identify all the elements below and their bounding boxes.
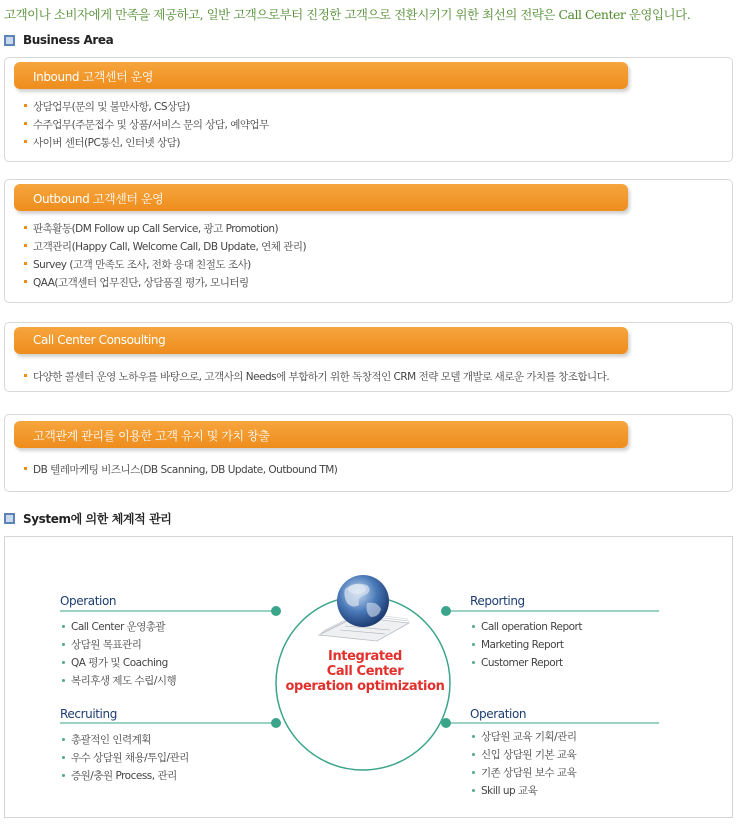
list-item: Call Center 운영총괄 [62, 618, 176, 636]
center-title [275, 649, 455, 694]
system-title: System에 의한 체계적 관리 [23, 511, 172, 526]
square-bullet-icon [4, 513, 15, 524]
list-item: 수주업무(주문접수 및 상품/서비스 문의 상담, 예약업무 [22, 116, 269, 134]
outbound-list [22, 220, 306, 292]
consulting-list [22, 368, 609, 386]
crm-title-bar [14, 421, 628, 448]
center-title-line: Integrated [328, 649, 402, 664]
crm-list [22, 461, 337, 479]
center-title-line: operation optimization [285, 679, 445, 694]
list-item: DB 텔레마케팅 비즈니스(DB Scanning, DB Update, Outbound TM) [22, 461, 337, 479]
list-item: 상담원 교육 기획/관리 [472, 728, 577, 746]
junction-dot [271, 606, 281, 616]
business-area-title: Business Area [23, 33, 114, 47]
globe-icon [337, 575, 389, 627]
list-item: 다양한 콜센터 운영 노하우를 바탕으로, 고객사의 Needs에 부합하기 위한 독창적인 CRM 전략 모델 개발로 새로운 가치를 창조합니다. [22, 368, 609, 386]
list-item: 증원/충원 Process, 관리 [62, 767, 189, 785]
system-diagram [4, 536, 733, 818]
consulting-title-bar [14, 327, 628, 354]
list-item: 상담원 목표관리 [62, 636, 176, 654]
list-item: QAA(고객센터 업무진단, 상담품질 평가, 모니터링 [22, 274, 306, 292]
list-item: Survey (고객 만족도 조사, 전화 응대 친절도 조사) [22, 256, 306, 274]
recruiting-panel-title: Recruiting [60, 707, 117, 721]
box-title: Inbound 고객센터 운영 [33, 70, 154, 84]
list-item: 기존 상담원 보수 교육 [472, 764, 577, 782]
list-item: 신입 상담원 기본 교육 [472, 746, 577, 764]
inbound-title-bar [14, 62, 628, 89]
recruiting-panel-list [62, 731, 189, 785]
list-item: 우수 상담원 채용/투입/관리 [62, 749, 189, 767]
business-area-heading [4, 32, 113, 48]
junction-dot [271, 718, 281, 728]
list-item: 상담업무(문의 및 불만사항, CS상담) [22, 98, 269, 116]
intro-text: 고객이나 소비자에게 만족을 제공하고, 일반 고객으로부터 진정한 고객으로 전환시키기 위한 최선의 전략은 Call Center 운영입니다. [4, 7, 691, 22]
junction-dot [441, 718, 451, 728]
list-item: Marketing Report [472, 636, 582, 654]
box-title: Call Center Consoulting [33, 333, 166, 347]
list-item: Skill up 교육 [472, 782, 577, 800]
list-item: Customer Report [472, 654, 582, 672]
list-item: 복리후생 제도 수립/시행 [62, 672, 176, 690]
operation-training-panel-title: Operation [470, 707, 527, 721]
square-bullet-icon [4, 35, 15, 46]
reporting-panel-list [472, 618, 582, 672]
list-item: 고객관리(Happy Call, Welcome Call, DB Update, 연체 관리) [22, 238, 306, 256]
center-title-line: Call Center [326, 664, 404, 679]
reporting-panel-title: Reporting [470, 594, 525, 608]
inbound-list [22, 98, 269, 152]
consulting-box [4, 322, 733, 392]
outbound-box [4, 179, 733, 303]
list-item: 총괄적인 인력계획 [62, 731, 189, 749]
operation-panel-list [62, 618, 176, 690]
system-heading [4, 510, 171, 526]
list-item: QA 평가 및 Coaching [62, 654, 176, 672]
junction-dot [441, 606, 451, 616]
operation-panel-title: Operation [60, 594, 117, 608]
box-title: 고객관계 관리를 이용한 고객 유지 및 가치 창출 [33, 429, 270, 443]
operation-training-panel-list [472, 728, 577, 800]
crm-box [4, 414, 733, 492]
inbound-box [4, 57, 733, 162]
box-title: Outbound 고객센터 운영 [33, 192, 164, 206]
list-item: 판촉활동(DM Follow up Call Service, 광고 Promotion) [22, 220, 306, 238]
list-item: Call operation Report [472, 618, 582, 636]
outbound-title-bar [14, 184, 628, 211]
list-item: 사이버 센터(PC통신, 인터넷 상담) [22, 134, 269, 152]
